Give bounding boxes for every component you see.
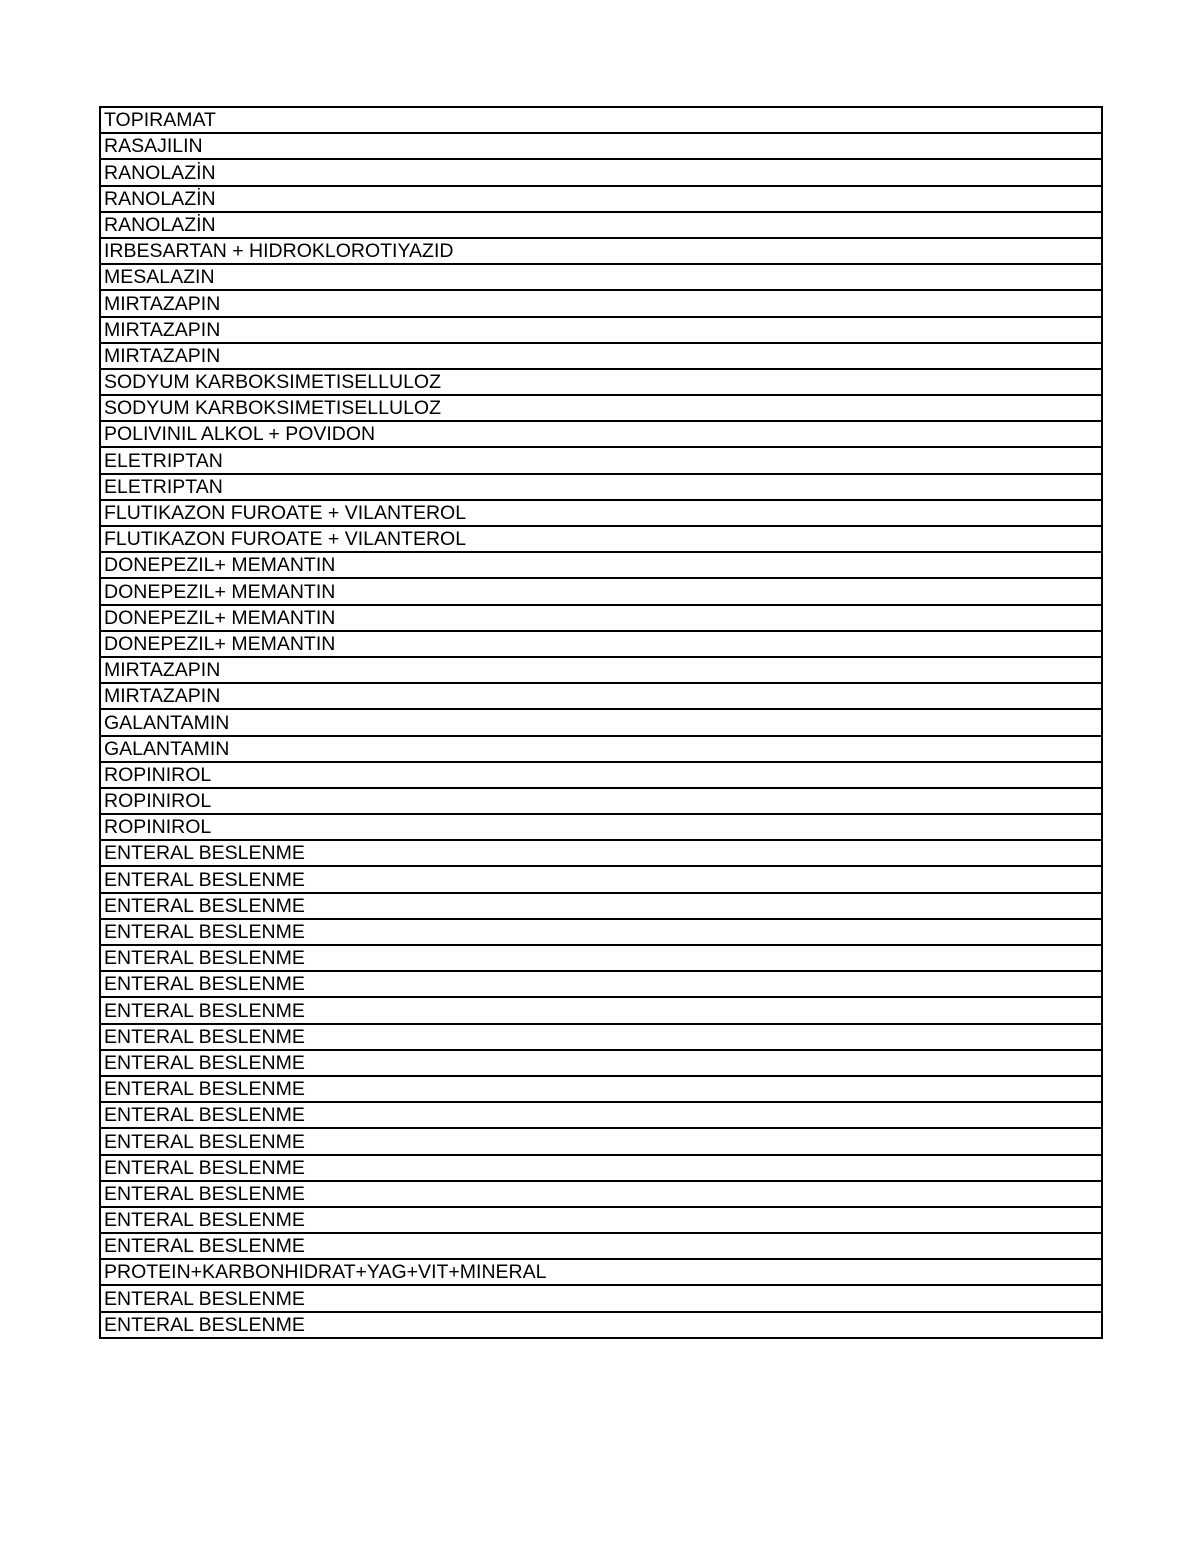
- table-row: [100, 500, 1102, 526]
- table-row: [100, 369, 1102, 395]
- table-row: [100, 657, 1102, 683]
- drug-name-cell: RANOLAZİN: [100, 186, 1102, 212]
- table-row: [100, 1102, 1102, 1128]
- drug-name-cell: DONEPEZIL+ MEMANTIN: [100, 605, 1102, 631]
- drug-name-cell: DONEPEZIL+ MEMANTIN: [100, 578, 1102, 604]
- drug-name-cell: SODYUM KARBOKSIMETISELLULOZ: [100, 395, 1102, 421]
- drug-name-cell: ENTERAL BESLENME: [100, 919, 1102, 945]
- table-row: [100, 343, 1102, 369]
- drug-name-cell: RANOLAZİN: [100, 159, 1102, 185]
- drug-name-cell: MIRTAZAPIN: [100, 343, 1102, 369]
- table-row: [100, 159, 1102, 185]
- table-row: [100, 1259, 1102, 1285]
- table-row: [100, 919, 1102, 945]
- drug-name-cell: MIRTAZAPIN: [100, 290, 1102, 316]
- drug-name-cell: ENTERAL BESLENME: [100, 1312, 1102, 1338]
- table-row: [100, 526, 1102, 552]
- table-row: [100, 866, 1102, 892]
- table-row: [100, 395, 1102, 421]
- drug-name-cell: MESALAZIN: [100, 264, 1102, 290]
- drug-name-cell: ENTERAL BESLENME: [100, 1076, 1102, 1102]
- drug-name-cell: DONEPEZIL+ MEMANTIN: [100, 631, 1102, 657]
- drug-name-cell: ENTERAL BESLENME: [100, 1285, 1102, 1311]
- drug-name-cell: ENTERAL BESLENME: [100, 1207, 1102, 1233]
- table-row: [100, 133, 1102, 159]
- drug-name-cell: POLIVINIL ALKOL + POVIDON: [100, 421, 1102, 447]
- drug-name-cell: PROTEIN+KARBONHIDRAT+YAG+VIT+MINERAL: [100, 1259, 1102, 1285]
- drug-name-cell: ELETRIPTAN: [100, 474, 1102, 500]
- table-row: [100, 788, 1102, 814]
- table-row: [100, 1181, 1102, 1207]
- drug-name-cell: ENTERAL BESLENME: [100, 866, 1102, 892]
- table-row: [100, 840, 1102, 866]
- table-row: [100, 212, 1102, 238]
- table-row: [100, 893, 1102, 919]
- drug-name-cell: ENTERAL BESLENME: [100, 1155, 1102, 1181]
- table-row: [100, 1128, 1102, 1154]
- table-row: [100, 107, 1102, 133]
- table-row: [100, 238, 1102, 264]
- table-row: [100, 1312, 1102, 1338]
- table-row: [100, 631, 1102, 657]
- drug-name-cell: ROPINIROL: [100, 814, 1102, 840]
- drug-name-cell: GALANTAMIN: [100, 736, 1102, 762]
- table-row: [100, 814, 1102, 840]
- table-row: [100, 709, 1102, 735]
- table-row: [100, 317, 1102, 343]
- drug-name-cell: IRBESARTAN + HIDROKLOROTIYAZID: [100, 238, 1102, 264]
- drug-name-cell: ELETRIPTAN: [100, 447, 1102, 473]
- drug-name-cell: SODYUM KARBOKSIMETISELLULOZ: [100, 369, 1102, 395]
- table-row: [100, 736, 1102, 762]
- table-row: [100, 1155, 1102, 1181]
- drug-name-cell: GALANTAMIN: [100, 709, 1102, 735]
- table-row: [100, 997, 1102, 1023]
- table-row: [100, 1050, 1102, 1076]
- table-row: [100, 1285, 1102, 1311]
- drug-name-cell: TOPIRAMAT: [100, 107, 1102, 133]
- drug-name-cell: ENTERAL BESLENME: [100, 1128, 1102, 1154]
- drug-name-cell: ENTERAL BESLENME: [100, 893, 1102, 919]
- table-row: [100, 578, 1102, 604]
- drug-name-cell: ENTERAL BESLENME: [100, 1181, 1102, 1207]
- drug-table: [99, 106, 1103, 1339]
- drug-name-cell: RANOLAZİN: [100, 212, 1102, 238]
- table-row: [100, 264, 1102, 290]
- table-row: [100, 186, 1102, 212]
- drug-name-cell: DONEPEZIL+ MEMANTIN: [100, 552, 1102, 578]
- table-row: [100, 1076, 1102, 1102]
- table-row: [100, 945, 1102, 971]
- table-row: [100, 474, 1102, 500]
- table-row: [100, 290, 1102, 316]
- table-row: [100, 552, 1102, 578]
- table-row: [100, 1233, 1102, 1259]
- drug-table-body: [100, 107, 1102, 1338]
- drug-name-cell: ENTERAL BESLENME: [100, 997, 1102, 1023]
- drug-name-cell: ENTERAL BESLENME: [100, 971, 1102, 997]
- drug-name-cell: ENTERAL BESLENME: [100, 945, 1102, 971]
- drug-name-cell: MIRTAZAPIN: [100, 317, 1102, 343]
- drug-name-cell: ENTERAL BESLENME: [100, 1050, 1102, 1076]
- table-row: [100, 421, 1102, 447]
- drug-name-cell: RASAJILIN: [100, 133, 1102, 159]
- drug-name-cell: ROPINIROL: [100, 762, 1102, 788]
- table-row: [100, 1024, 1102, 1050]
- table-row: [100, 683, 1102, 709]
- drug-name-cell: ENTERAL BESLENME: [100, 840, 1102, 866]
- table-row: [100, 762, 1102, 788]
- table-row: [100, 1207, 1102, 1233]
- drug-name-cell: ROPINIROL: [100, 788, 1102, 814]
- table-row: [100, 447, 1102, 473]
- table-row: [100, 605, 1102, 631]
- drug-name-cell: ENTERAL BESLENME: [100, 1233, 1102, 1259]
- drug-name-cell: FLUTIKAZON FUROATE + VILANTEROL: [100, 500, 1102, 526]
- drug-name-cell: MIRTAZAPIN: [100, 683, 1102, 709]
- drug-name-cell: ENTERAL BESLENME: [100, 1102, 1102, 1128]
- table-row: [100, 971, 1102, 997]
- drug-name-cell: ENTERAL BESLENME: [100, 1024, 1102, 1050]
- drug-name-cell: MIRTAZAPIN: [100, 657, 1102, 683]
- drug-name-cell: FLUTIKAZON FUROATE + VILANTEROL: [100, 526, 1102, 552]
